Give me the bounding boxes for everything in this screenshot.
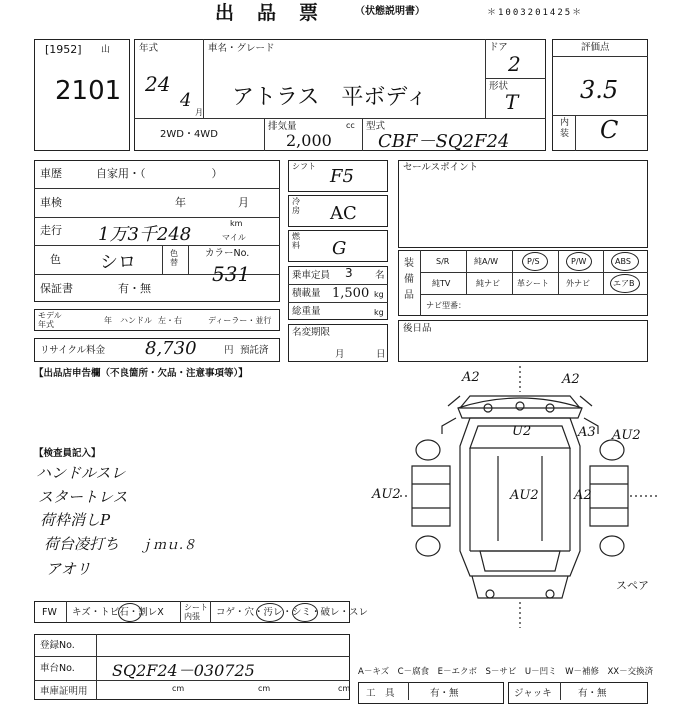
reg-month: 月	[335, 349, 345, 360]
recycle-status: 預託済	[240, 345, 269, 356]
shift-value: F5	[330, 166, 354, 187]
equip-pw: P/W	[571, 257, 587, 266]
capacity-unit: 名	[375, 270, 385, 281]
warranty-label: 保証書	[40, 282, 73, 295]
inspector-note-4: 荷台凌打ち	[44, 535, 120, 553]
year-value: 24	[145, 72, 171, 96]
model-year-label: モデル年式	[38, 311, 62, 329]
displacement-label: 排気量	[268, 121, 297, 132]
displacement-value: 2,000	[286, 131, 332, 150]
mileage-label: 走行	[40, 224, 62, 237]
after-date-label: 後日品	[403, 323, 432, 334]
sales-point-label: セールスポイント	[403, 162, 479, 173]
equip-sr: S/R	[436, 257, 450, 266]
after-date-box	[398, 320, 648, 362]
shop-notes-label: 【出品店申告欄（不良箇所・欠品・注意事項等）】	[34, 368, 248, 379]
equip-aw: 純A/W	[474, 257, 499, 266]
diagram-mark-5: AU2	[612, 428, 641, 443]
seat-items: コゲ・穴・汚レ・シミ・破レ・スレ	[216, 607, 369, 618]
inspector-label: 【検査員記入】	[34, 448, 101, 459]
tools-label: 工 具	[366, 688, 395, 699]
color-no-value: 531	[212, 262, 251, 286]
equip-pw-circle	[566, 252, 592, 271]
capacity-label: 乗車定員	[292, 270, 331, 281]
load-unit: kg	[374, 290, 384, 299]
lot-box	[34, 39, 130, 151]
name-label: 車名・グレード	[208, 43, 275, 54]
seat-label: シート内張	[184, 603, 208, 621]
reg-day: 日	[376, 349, 386, 360]
diagram-mark-1: A2	[462, 370, 480, 385]
reki-label: 車歴	[40, 167, 62, 180]
chassis-label: 車台No.	[40, 663, 75, 674]
name-value: アトラス 平ボディ	[232, 85, 428, 110]
inspector-note-3: 荷枠消しP	[40, 511, 111, 529]
model-value: CBF－SQ2F24	[378, 131, 510, 152]
score-label: 評価点	[581, 42, 610, 53]
recycle-unit: 円	[224, 345, 234, 356]
spare-label: スペア	[616, 579, 649, 592]
equip-abs-circle	[611, 252, 639, 271]
chassis-value: SQ2F24－030725	[112, 661, 255, 680]
score-value: 3.5	[580, 76, 619, 104]
color-label: 色	[50, 253, 61, 266]
color-change-label: 色替	[170, 249, 178, 267]
legend-text: A－キズ C－腐食 E－エクボ S－サビ U－凹ミ W－補修 XX－交換済	[358, 667, 654, 677]
color-value: シロ	[100, 252, 136, 273]
equip-leather: 革シート	[517, 279, 549, 288]
equip-abs: ABS	[615, 257, 631, 266]
equip-airbag-circle	[610, 274, 640, 293]
shaken-label: 車検	[40, 196, 62, 209]
ac-label: 冷房	[292, 197, 300, 215]
equip-ps-circle	[522, 252, 548, 271]
gross-label: 総重量	[292, 306, 321, 317]
interior-value: C	[600, 116, 619, 144]
recycle-value: 8,730	[145, 338, 197, 359]
cert-unit-3: cm	[338, 684, 351, 693]
mileage-value: 1万3千248	[98, 224, 192, 245]
equip-ps: P/S	[527, 257, 540, 266]
navi-model-label: ナビ型番：	[426, 301, 466, 310]
form-title: 出 品 票	[215, 2, 321, 24]
recycle-label: リサイクル料金	[40, 345, 106, 356]
shape-label: 形状	[489, 81, 509, 92]
equipment-label: 装備品	[404, 258, 414, 301]
lot-suffix: 山	[101, 45, 111, 55]
diagram-mark-6: AU2	[372, 487, 401, 502]
fw-label: FW	[42, 607, 57, 618]
equip-navi: 純ナビ	[476, 279, 500, 288]
model-label: 型式	[366, 121, 386, 132]
reg-deadline-label: 名変期限	[292, 327, 331, 338]
cert-unit-1: cm	[172, 684, 185, 693]
color-no-label: カラーNo.	[205, 248, 250, 259]
cert-unit-2: cm	[258, 684, 271, 693]
load-label: 積載量	[292, 288, 321, 299]
diagram-mark-2: A2	[562, 372, 580, 387]
fuel-value: G	[332, 238, 347, 259]
equip-tv: 純TV	[432, 279, 451, 288]
shape-value: T	[505, 90, 519, 114]
cert-label: 車庫証明用	[40, 686, 88, 697]
inspector-note-2: スタートレス	[38, 488, 128, 506]
drive-label: 2WD・4WD	[160, 129, 218, 140]
gross-unit: kg	[374, 308, 384, 317]
fw-items: キズ・トビ石・割レX	[72, 607, 164, 618]
mileage-unit-mile: マイル	[222, 233, 246, 242]
diagram-mark-4: A3	[578, 425, 596, 440]
shaken-year: 年	[175, 196, 186, 209]
load-value: 1,500	[332, 286, 370, 301]
warranty-value: 有・無	[118, 282, 151, 295]
shift-label: シフト	[292, 162, 316, 171]
form-subtitle: （状態説明書）	[355, 6, 425, 17]
door-value: 2	[508, 52, 521, 76]
model-year-year: 年	[104, 316, 112, 325]
handle-label: ハンドル	[120, 316, 152, 325]
ac-value: AC	[330, 203, 357, 224]
jack-label: ジャッキ	[514, 688, 552, 699]
diagram-mark-8: A2	[574, 488, 592, 503]
lot-year-code: [1952]	[45, 43, 82, 56]
year-label: 年式	[139, 43, 159, 54]
door-label: ドア	[489, 42, 508, 53]
inspector-note-5: アオリ	[46, 560, 91, 578]
fuel-label: 燃料	[292, 232, 300, 250]
equip-ext-navi: 外ナビ	[566, 279, 590, 288]
month-unit: 月	[195, 108, 203, 117]
jack-value: 有・無	[578, 688, 607, 699]
reki-value: 自家用・（ ）	[96, 167, 223, 180]
diagram-mark-3: U2	[512, 424, 532, 439]
inspector-note-1: ハンドルスレ	[36, 464, 126, 482]
barcode-text: ＊1003201425＊	[487, 8, 584, 18]
reg-no-label: 登録No.	[40, 640, 75, 651]
displacement-unit: cc	[346, 121, 355, 130]
lot-number: 2101	[55, 76, 122, 106]
handle-value: 左・右	[158, 316, 182, 325]
equip-airbag: エアB	[613, 279, 635, 288]
inspector-side-note: ｊｍｕ.８	[140, 538, 197, 553]
diagram-mark-7: AU2	[510, 488, 539, 503]
capacity-value: 3	[345, 266, 353, 280]
mileage-unit-km: km	[230, 219, 243, 228]
dealer-label: ディーラー・並行	[208, 316, 272, 325]
tools-value: 有・無	[430, 688, 459, 699]
month-value: 4	[180, 90, 192, 111]
sales-point-box	[398, 160, 648, 248]
interior-label: 内装	[560, 118, 570, 139]
shaken-month: 月	[238, 196, 249, 209]
